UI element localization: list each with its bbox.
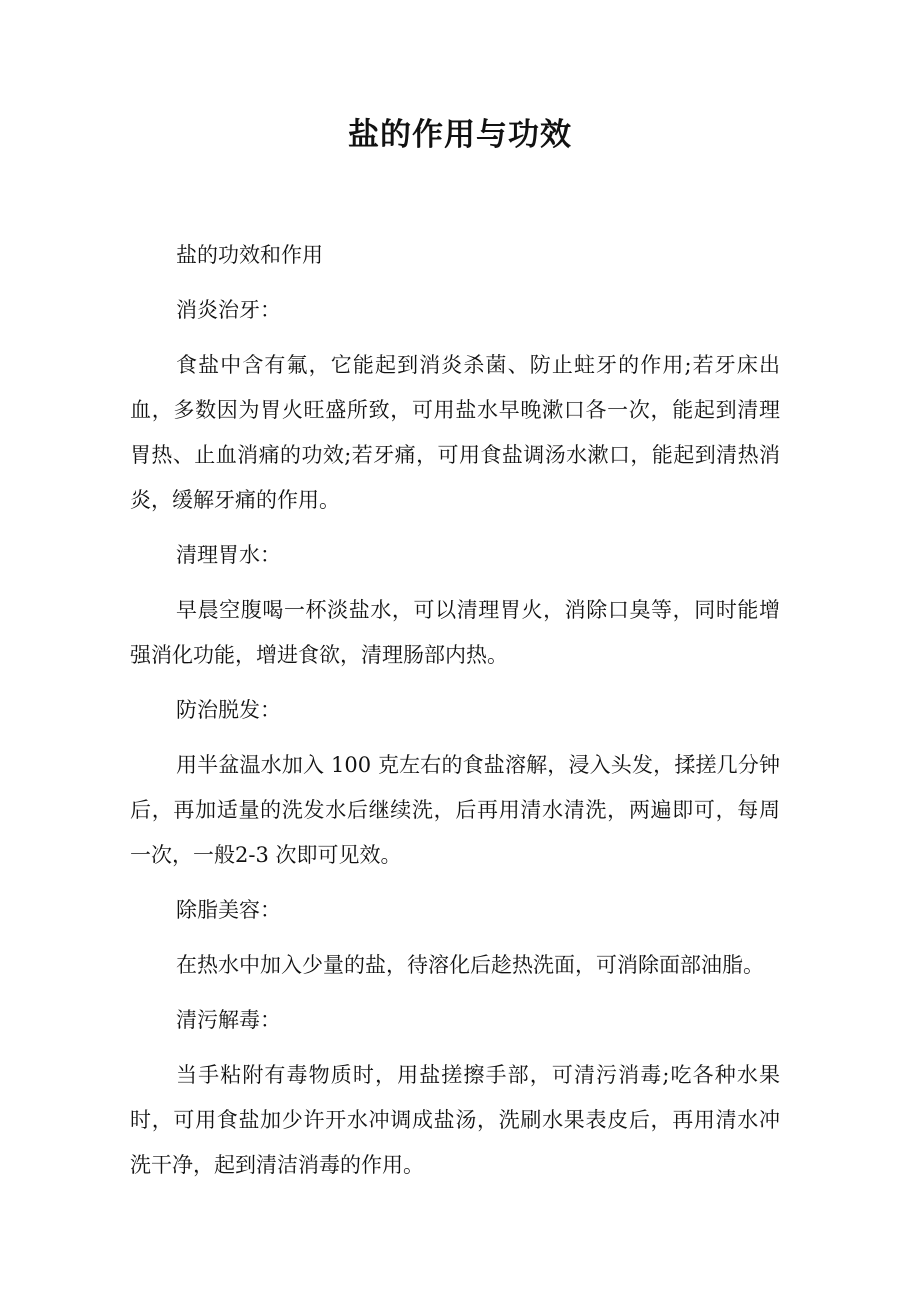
paragraph-section-heading: 除脂美容： <box>176 898 281 922</box>
paragraph-section-heading: 消炎治牙： <box>176 298 281 322</box>
paragraph-section-heading: 清污解毒： <box>176 1008 281 1032</box>
document-body <box>130 233 780 1198</box>
paragraph-section-heading: 防治脱发： <box>176 698 281 722</box>
paragraph-intro-heading: 盐的功效和作用 <box>176 243 323 267</box>
paragraph-body: 用半盆温水加入 100 克左右的食盐溶解，浸入头发，揉搓几分钟后，再加适量的洗发水后继续洗，后再用清水清洗，两遍即可，每周一次，一般2-3 次即可见效。 <box>130 753 780 867</box>
paragraph-section-heading: 清理胃水： <box>176 543 281 567</box>
paragraph-body: 早晨空腹喝一杯淡盐水，可以清理胃火，消除口臭等，同时能增强消化功能，增进食欲，清理肠部内热。 <box>130 598 780 667</box>
paragraph-body: 当手粘附有毒物质时，用盐搓擦手部，可清污消毒;吃各种水果时，可用食盐加少许开水冲调成盐汤，洗刷水果表皮后，再用清水冲洗干净，起到清洁消毒的作用。 <box>130 1063 780 1177</box>
document-title: 盐的作用与功效 <box>348 117 572 153</box>
paragraph-body: 在热水中加入少量的盐，待溶化后趁热洗面，可消除面部油脂。 <box>176 953 764 977</box>
paragraph-body: 食盐中含有氟，它能起到消炎杀菌、防止蛀牙的作用;若牙床出血，多数因为胃火旺盛所致，可用盐水早晚漱口各一次，能起到清理胃热、止血消痛的功效;若牙痛，可用食盐调汤水漱口，能起到清热消炎，缓解牙痛的作用。 <box>130 353 780 512</box>
